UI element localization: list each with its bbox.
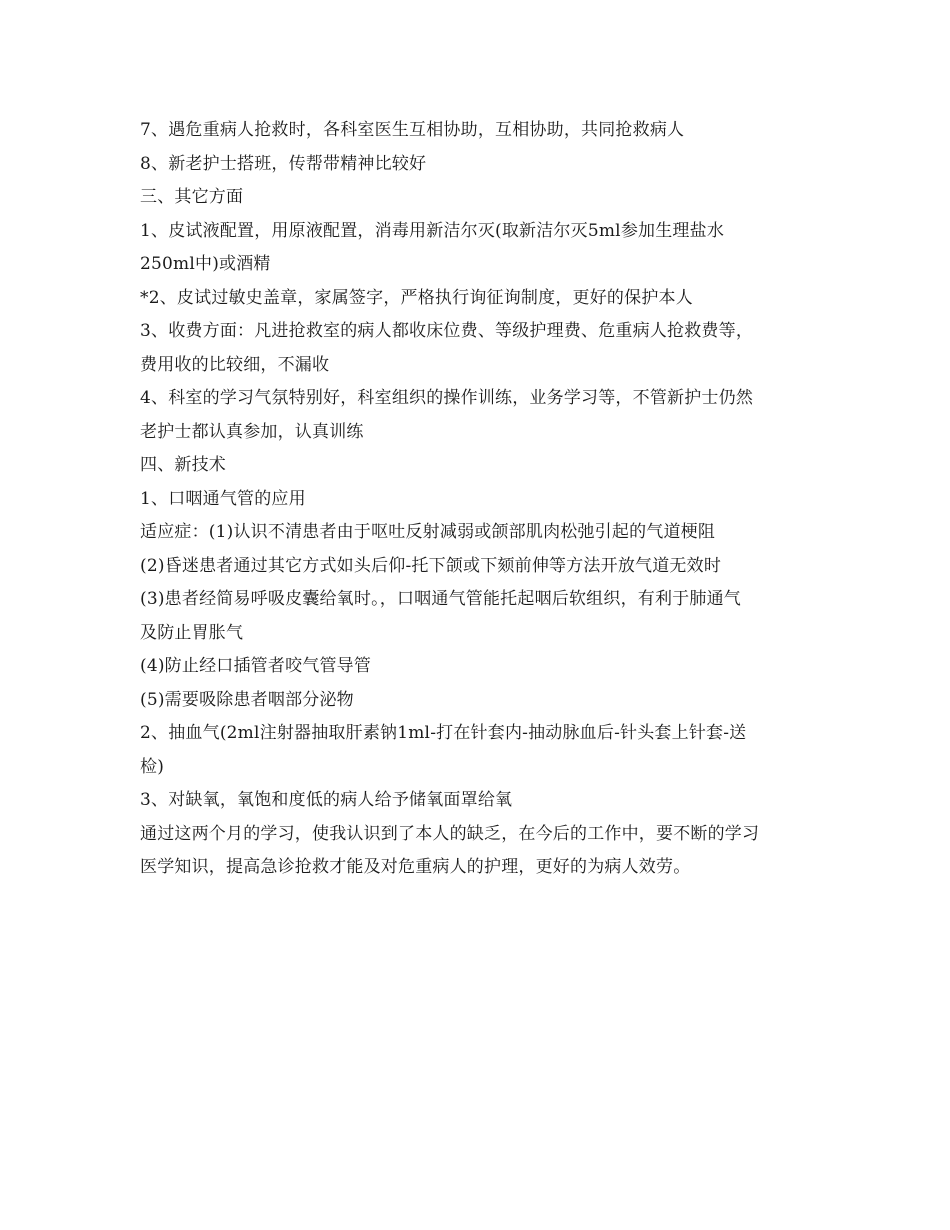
text-line: 1、皮试液配置，用原液配置，消毒用新洁尔灭(取新洁尔灭5ml参加生理盐水 [140, 220, 725, 241]
section-heading: 四、新技术 [140, 455, 226, 475]
text-line: 2、抽血气(2ml注射器抽取肝素钠1ml-打在针套内-抽动脉血后-针头套上针套-送 [140, 723, 747, 743]
text-line: 及防止胃胀气 [140, 622, 244, 643]
text-line: (4)防止经口插管者咬气管导管 [140, 656, 372, 676]
text-line: 3、收费方面：凡进抢救室的病人都收床位费、等级护理费、危重病人抢救费等， [140, 321, 754, 341]
text-line: 适应症：(1)认识不清患者由于呕吐反射减弱或颌部肌肉松弛引起的气道梗阻 [140, 522, 716, 542]
text-line: (3)患者经简易呼吸皮囊给氧时。，口咽通气管能托起咽后软组织，有利于肺通气 [140, 589, 741, 609]
text-line: 通过这两个月的学习，使我认识到了本人的缺乏，在今后的工作中，要不断的学习 [140, 823, 760, 844]
text-line: *2、皮试过敏史盖章，家属签字，严格执行询征询制度，更好的保护本人 [140, 287, 693, 308]
text-line: 1、口咽通气管的应用 [140, 488, 306, 509]
text-line: 检) [140, 756, 165, 777]
text-line: 8、新老护士搭班，传帮带精神比较好 [140, 153, 427, 174]
text-line: (2)昏迷患者通过其它方式如头后仰-托下颌或下颏前伸等方法开放气道无效时 [140, 555, 722, 576]
text-line: 7、遇危重病人抢救时，各科室医生互相协助，互相协助，共同抢救病人 [140, 120, 685, 140]
text-line: 老护士都认真参加，认真训练 [140, 421, 364, 442]
text-line: 医学知识，提高急诊抢救才能及对危重病人的护理，更好的为病人效劳。 [140, 857, 691, 877]
section-heading: 三、其它方面 [140, 187, 244, 207]
text-line: 3、对缺氧，氧饱和度低的病人给予储氧面罩给氧 [140, 790, 513, 810]
text-line: 250ml中)或酒精 [140, 254, 271, 274]
text-line: 费用收的比较细，不漏收 [140, 354, 330, 375]
text-line: (5)需要吸除患者咽部分泌物 [140, 689, 354, 710]
document-body [140, 114, 815, 885]
text-line: 4、科室的学习气氛特别好，科室组织的操作训练，业务学习等，不管新护士仍然 [140, 388, 754, 408]
